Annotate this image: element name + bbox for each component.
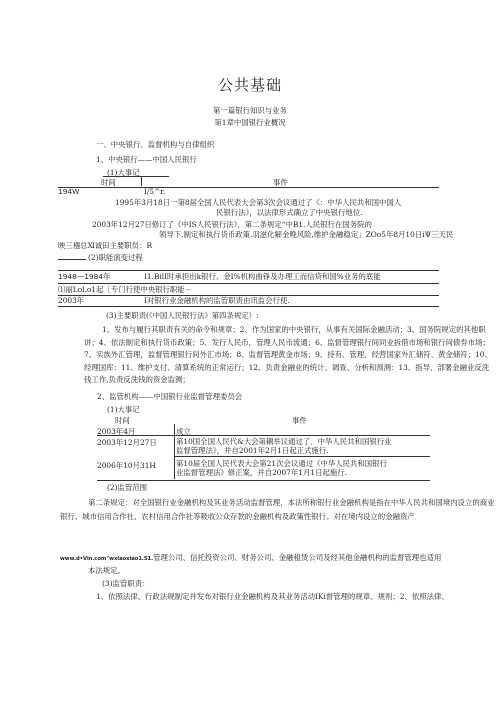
column-divider bbox=[141, 177, 142, 186]
table-rule bbox=[103, 176, 169, 177]
section-heading: 一、中央银行、监督机构与自律组织 bbox=[96, 140, 215, 149]
table-rule bbox=[58, 259, 86, 260]
timeline-event: ⑴丽Lol.o1起［专门行使中央银行职能－ bbox=[58, 285, 193, 294]
subsection-heading: 1、中央银行——中国人民银行 bbox=[96, 155, 197, 164]
timeline-event-continued: 领导下.制定和执行货币政策.羽滋化解金晚风险,维护金融稳定」ZOo5年8月10日iΨ三天民 bbox=[159, 230, 454, 239]
table-time-cell: 2003年4月 bbox=[97, 427, 136, 436]
timeline-event-continued: 民银行法》，以法律形式确立了中央银行地位. bbox=[216, 208, 363, 217]
duties-paragraph: 1、依照法律、行政法规制定并发布对银行业金融机构及其业务活动IKi督管理的规章、规则；2、依照法律、 bbox=[96, 592, 449, 601]
table-rule bbox=[58, 283, 439, 284]
chapter-heading: 第1章中国银行业概况 bbox=[214, 118, 286, 127]
duties-label: (3)主要职责(《中国人民银行法》第四条规定）: bbox=[106, 311, 259, 320]
timeline-event: I1.BilI时承担出k银行、金I%机构曲铮及办理工而信贷和国%业务的底能 bbox=[144, 272, 381, 281]
table-rule bbox=[58, 306, 439, 307]
column-header-event: 事件 bbox=[273, 178, 288, 187]
duties-label: (3)监管职责： bbox=[102, 579, 150, 588]
column-divider bbox=[174, 424, 175, 479]
timeline-label: (1)大事记 bbox=[107, 168, 140, 177]
table-rule bbox=[58, 187, 439, 188]
part-heading: 第一篇银行知识与业务 bbox=[213, 106, 287, 115]
scope-label: (2)监管范围 bbox=[107, 483, 148, 492]
document-title: 公共基础 bbox=[217, 76, 282, 94]
watermark-url: www.d•Vin.com"wxiaoxiao1.51. bbox=[60, 556, 154, 562]
table-event-cell-continued: 业监督管理法》修正案，并自2007年1月1日起施行. bbox=[176, 468, 347, 477]
footer-text-continued: 本法规定。 bbox=[88, 566, 125, 575]
table-event-cell: 成立 bbox=[176, 427, 191, 436]
timeline-year: 194W bbox=[58, 187, 80, 196]
timeline-year: 1948—1984年 bbox=[58, 272, 111, 281]
table-event-cell: 第10国全国人民代&大会第耦举议通过了．中华人民共和国银行业 bbox=[176, 437, 392, 446]
scope-paragraph: 第二条规定：对全国银行业金融机构及其业务活动监督管理，本法所称银行业金融机构是指在中华人民共和国境内设立的商业银行、城市信用合作社、农村信用合作社等吸收公众存款的金融机构及政策性银行。对在境内设立的金融资产 bbox=[60, 498, 495, 521]
table-time-cell: 2006年10月31H bbox=[97, 461, 156, 470]
timeline-event: 2003年12月27日修订了《中IS人民银行法》，第二条规定“中B1.人民银行在国务院的 bbox=[92, 220, 372, 229]
timeline-event-continued: 映三襁总Ⅺ诚田主要职员：R bbox=[58, 241, 153, 250]
timeline-event: 1995年3月18日一第8届全国人民代表大会第3次会议通过了《：中华人民共和国中国人 bbox=[115, 198, 402, 207]
table-rule bbox=[174, 456, 430, 457]
footer-line bbox=[60, 553, 441, 564]
footer-text: 管理公司、信托投资公司、财务公司、金融租赁公司及经其他金融机构的监督管理也适用 bbox=[153, 553, 442, 562]
table-time-cell: 2003年12月27日 bbox=[97, 438, 157, 447]
subsection-heading: 2、监管机构——中国银行业监督管理委员会 bbox=[97, 392, 243, 401]
column-header-time: 时间 bbox=[101, 178, 116, 187]
table-event-cell: 第10届全国人民代表大会第21次会议通过《中华人民共和国银行 bbox=[176, 459, 387, 468]
column-header-event: 事件 bbox=[292, 416, 307, 425]
duties-paragraph: 1、发布与履行其职责有关的命令和规章；2、作为国家的中央银行，从事有关国际金融活动；3、国务院规定的其他职讲；4、依法制定和执行货币政策；5、发行人民币，管理人民币流通；6、监督管理银行间同业拆借市场和银行间债券市场；7、实族外汇管理，监督管理银行间外汇市场；8、监督管理黄金市场；9、持有、管理、经营国家外汇储符、黄金储符；10、经理国库：11、维护支付、清算系统的正常运行；12、负责金融业的统计、调查、分析和预测：13、指导、部署金融业反洗钱工作,负责反洗钱的资金监测； bbox=[84, 325, 492, 385]
column-header-time: 时间 bbox=[115, 416, 130, 425]
timeline-event: I对银行业金融机构的监管职责由讯监会行使. bbox=[144, 296, 290, 305]
table-rule bbox=[97, 480, 430, 481]
table-rule bbox=[58, 270, 439, 271]
timeline-year: 2003年 bbox=[58, 296, 85, 305]
table-event-cell-continued: 监督管理法》，并自2001年2月1日起正式施行. bbox=[176, 446, 329, 455]
timeline-event: I/5^r. bbox=[144, 187, 166, 196]
timeline-label: (2)职能演变过程 bbox=[88, 253, 143, 262]
timeline-label: (1)大事记 bbox=[107, 405, 140, 414]
